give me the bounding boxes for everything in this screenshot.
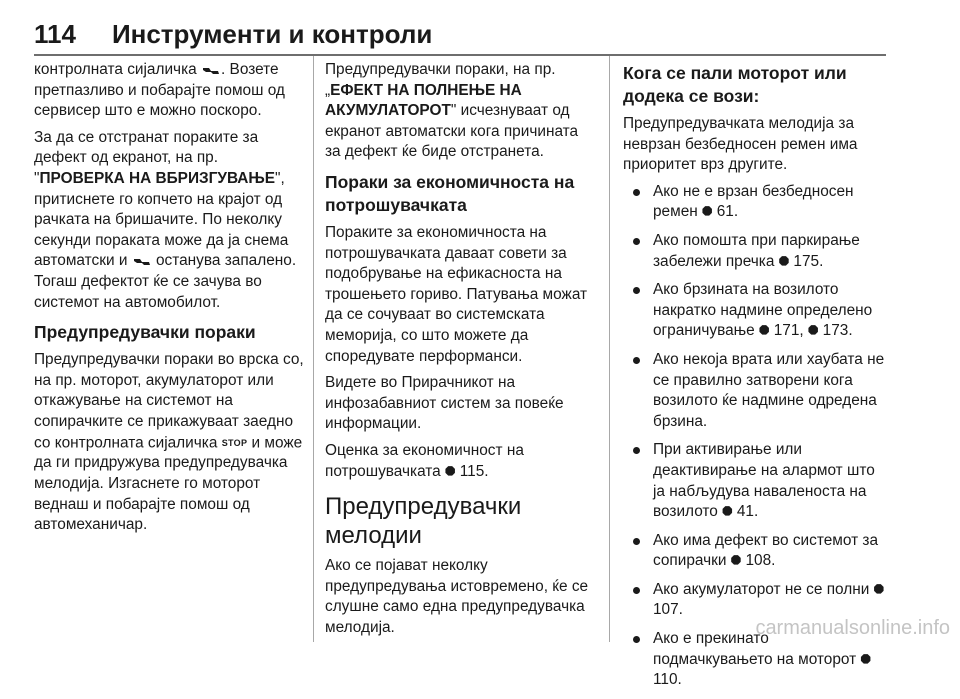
column-divider (313, 56, 314, 642)
text: Ако брзината на возилото накратко надмине определено ограничување (653, 281, 873, 340)
bullet-icon (633, 189, 640, 196)
reference-arrow-icon: ⯃ (873, 581, 885, 597)
text: Оценка за економичност на потрошувачката (325, 441, 524, 480)
paragraph: Ако се појават неколку предупредувања истовремено, ќе се слушне само една предупредувачка мелодија. (325, 557, 589, 636)
text: и може да ги придружува предупредувачка мелодија. Изгаснете го моторот веднаш и побарајте помош од автомеханичар. (34, 433, 303, 534)
engine-warning-icon (132, 255, 152, 267)
bullet-icon (633, 538, 640, 545)
paragraph: Пораките за економичноста на потрошувачката даваат совети за подобрување на ефикасноста на трошењето гориво. Патувања можат да се сочуваат во системската меморија, со што можете да споредувате перформанси. (325, 223, 588, 365)
reference-arrow-icon: ⯃ (860, 651, 871, 667)
column-1 (34, 60, 304, 542)
text: Ако некоја врата или хаубата не се правилно затворени кога возилото ќе надмине одредена брзина. (653, 350, 885, 430)
list-item (623, 182, 887, 223)
column-divider (609, 56, 610, 642)
list-item (623, 440, 887, 522)
bullet-icon (633, 287, 640, 294)
page-title: Инструменти и контроли (111, 19, 433, 49)
section-heading: Пораки за економичноста на потрошувачката (325, 171, 575, 215)
text: За да се отстранат пораките за дефект од екранот, на пр. " (34, 128, 259, 187)
reference-arrow-icon: ⯃ (778, 253, 790, 269)
list-item (623, 231, 887, 272)
message-code: ЕФЕКТ НА ПОЛНЕЊЕ НА АКУМУЛАТОРОТ (325, 81, 522, 120)
page-reference[interactable]: 175. (793, 252, 824, 270)
bullet-icon (633, 587, 640, 594)
reference-arrow-icon: ⯃ (702, 204, 713, 220)
text: останува запалено. Тогаш дефектот ќе се зачува во системот на автомобилот. (34, 252, 297, 311)
text: контролната сијаличка (34, 61, 197, 78)
watermark: carmanualsonline.info (755, 617, 950, 639)
column-3 (623, 60, 887, 699)
list-item (623, 350, 887, 432)
bullet-icon (633, 238, 640, 245)
column-2 (325, 60, 597, 644)
bullet-icon (633, 636, 640, 643)
list-item (623, 580, 887, 621)
text: Ако помошта при паркирање забележи пречка (653, 231, 860, 270)
text: Ако акумулаторот не се полни (653, 580, 870, 598)
chapter-heading: Предупредувачки мелодии (325, 493, 522, 550)
text: " исчезнуваат од екранот автоматски кога причината за дефект ќе биде отстранета. (325, 102, 579, 161)
paragraph (34, 350, 304, 536)
page-reference[interactable]: 110. (653, 671, 682, 689)
page-reference[interactable]: 61. (716, 203, 739, 221)
text: Предупредувачки пораки во врска со, на пр. моторот, акумулаторот или откажување на системот на сопирачките се прикажуваат заедно со контролната сијаличка (34, 351, 304, 451)
text: Ако не е врзан безбедносен ремен (653, 182, 854, 221)
text: Ако е прекинато подмачкувањето на моторот (653, 630, 857, 668)
paragraph (325, 60, 597, 163)
text: . Возете претпазливо и побарајте помош од сервисер што е можно поскоро. (34, 61, 285, 120)
text: При активирање или деактивирање на алармот што ја набљудува наваленоста на возилото (653, 441, 875, 521)
list-item (623, 280, 887, 342)
section-heading: Предупредувачки пораки (34, 322, 256, 343)
paragraph (34, 128, 304, 313)
paragraph (34, 60, 304, 122)
text: ", притиснете го копчето на крајот од рачката на бришачите. По неколку секунди пораката може да ја снема автоматски и (34, 169, 289, 270)
page-reference[interactable]: 173. (822, 322, 853, 340)
section-heading: Кога се пали моторот или додека се вози: (623, 63, 847, 106)
reference-arrow-icon: ⯃ (722, 504, 733, 520)
page-number: 114 (34, 19, 76, 49)
page-reference[interactable]: 41. (736, 503, 759, 521)
paragraph: Предупредувачката мелодија за неврзан безбедносен ремен има приоритет врз другите. (623, 115, 858, 174)
stop-icon: STOP (221, 437, 248, 448)
bullet-icon (633, 357, 640, 364)
page-reference[interactable]: 107. (653, 601, 683, 619)
paragraph: Видете во Прирачникот на инфозабавниот систем за повеќе информации. (325, 374, 564, 433)
reference-arrow-icon: ⯃ (807, 323, 819, 339)
message-code: ПРОВЕРКА НА ВБРИЗГУВАЊЕ (39, 169, 276, 187)
engine-warning-icon (201, 64, 221, 76)
reference-arrow-icon: ⯃ (445, 463, 456, 479)
list-item (623, 531, 887, 572)
reference-arrow-icon: ⯃ (730, 553, 742, 569)
page-reference[interactable]: 115. (459, 462, 489, 480)
page-reference[interactable]: 171, (773, 322, 804, 340)
bullet-list (623, 182, 887, 691)
page-reference[interactable]: 108. (745, 552, 776, 570)
bullet-icon (633, 447, 640, 454)
text: Ако има дефект во системот за сопирачки (653, 531, 879, 570)
page-header (34, 8, 886, 56)
paragraph (325, 441, 597, 482)
text: Предупредувачки пораки, на пр. „ (325, 61, 556, 99)
reference-arrow-icon: ⯃ (759, 323, 770, 339)
